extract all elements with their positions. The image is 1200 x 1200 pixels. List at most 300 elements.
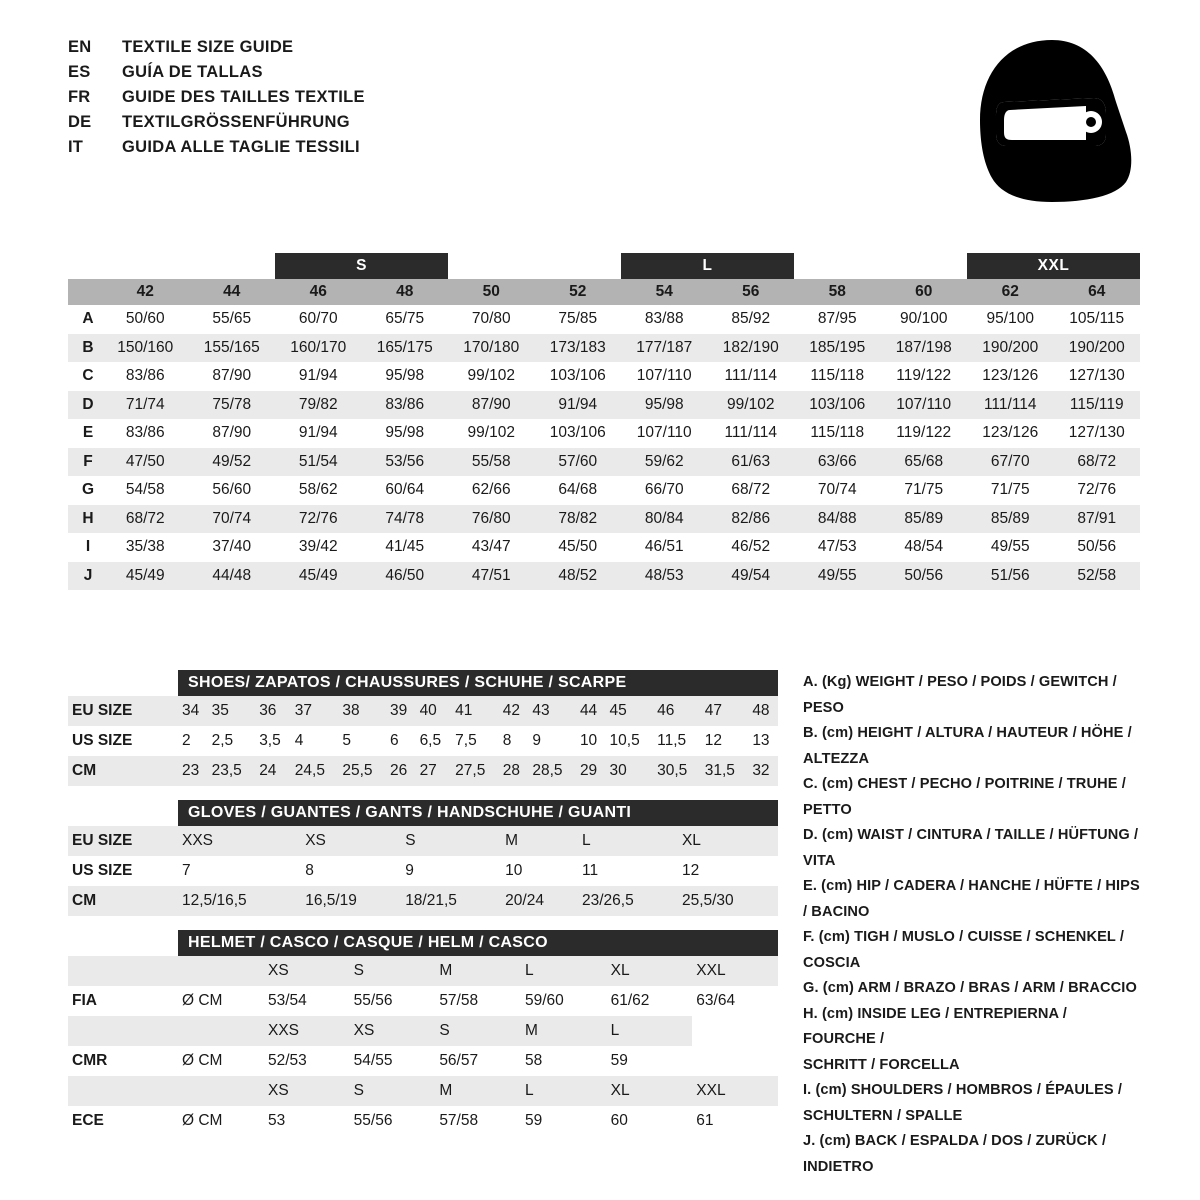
gloves-cell: 20/24: [501, 886, 578, 916]
gloves-cell: 25,5/30: [678, 886, 778, 916]
measure-value: 68/72: [731, 481, 771, 499]
shoes-cell: 44: [576, 696, 606, 726]
measure-value: 85/92: [731, 310, 771, 328]
shoes-cell: 30,5: [653, 756, 701, 786]
gloves-title: GLOVES / GUANTES / GANTS / HANDSCHUHE / GUANTI: [178, 800, 778, 826]
legend-line: D. (cm) WAIST / CINTURA / TAILLE / HÜFTUNG / VITA: [803, 827, 1139, 869]
table-row: [68, 476, 1140, 505]
measure-value: 84/88: [794, 505, 881, 534]
measure-code-e: E: [82, 424, 94, 442]
size-header-corner: [68, 279, 102, 305]
helmet-size-header-row: [68, 1016, 778, 1046]
measure-value: 105/115: [1069, 310, 1125, 328]
measure-value: 87/90: [448, 391, 535, 420]
helmet-value-cell: 59: [610, 1052, 628, 1069]
helmet-unit-spacer: [178, 1016, 264, 1046]
size-header-cell: 46: [275, 279, 362, 305]
measure-value: 95/98: [385, 367, 425, 385]
helmet-section: [68, 930, 778, 1136]
group-spacer: [68, 253, 102, 279]
measure-value: 111/114: [724, 424, 778, 442]
measure-value: 165/175: [362, 334, 449, 363]
measure-value: 47/53: [817, 538, 857, 556]
gloves-section: [68, 800, 778, 916]
shoes-cell: 38: [338, 696, 386, 726]
gloves-cell: 8: [305, 862, 314, 879]
shoes-cell: 3,5: [259, 732, 281, 749]
measure-value: 75/78: [189, 391, 276, 420]
helmet-value-cell: 61/62: [610, 992, 650, 1009]
measure-value: 45/50: [558, 538, 598, 556]
table-row: [68, 886, 778, 916]
measure-value: 49/52: [189, 448, 276, 477]
helmet-size-header-cell: L: [521, 956, 607, 986]
helmet-size-header-cell: S: [350, 1076, 436, 1106]
helmet-size-header-cell: S: [350, 956, 436, 986]
gloves-cell: 9: [405, 862, 414, 879]
measure-value: 63/66: [794, 448, 881, 477]
gloves-cell: XL: [678, 826, 778, 856]
helmet-value-cell: 60: [610, 1112, 628, 1129]
table-row: [68, 756, 778, 786]
measure-value: 119/122: [896, 367, 952, 385]
title-text-it: GUIDA ALLE TAGLIE TESSILI: [122, 138, 360, 156]
measure-value: 173/183: [535, 334, 622, 363]
measure-value: 45/49: [275, 562, 362, 591]
shoes-cell: 23,5: [208, 756, 256, 786]
measure-value: 56/60: [212, 481, 252, 499]
size-header-cell: 42: [102, 279, 189, 305]
helmet-unit-spacer: [178, 1076, 264, 1106]
measure-value: 68/72: [1054, 448, 1141, 477]
helmet-value-cell: 56/57: [439, 1052, 479, 1069]
shoes-row-label: EU SIZE: [68, 696, 178, 726]
helmet-size-header-cell: XL: [607, 1076, 693, 1106]
measure-value: 71/75: [990, 481, 1030, 499]
size-header-cell: 44: [189, 279, 276, 305]
measure-value: 61/63: [708, 448, 795, 477]
shoes-cell: 10,5: [609, 732, 640, 749]
shoes-cell: 6: [389, 732, 399, 749]
measure-value: 51/54: [275, 448, 362, 477]
helmet-size-header-row: [68, 1076, 778, 1106]
measure-value: 66/70: [644, 481, 684, 499]
measure-value: 182/190: [708, 334, 795, 363]
size-header-cell: 60: [881, 279, 968, 305]
measure-value: 60/64: [385, 481, 425, 499]
legend-line: G. (cm) ARM / BRAZO / BRAS / ARM / BRACCIO: [803, 980, 1137, 996]
helmet-unit-cell: Ø CM: [182, 992, 223, 1009]
shoes-cell: 12: [704, 732, 722, 749]
measure-code-a: A: [82, 310, 94, 328]
title-row-es: [68, 63, 365, 88]
table-row: [68, 505, 1140, 534]
measure-value: 85/89: [881, 505, 968, 534]
measure-code-g: G: [81, 481, 95, 499]
helmet-value-cell: 59: [524, 1112, 543, 1129]
helmet-title: HELMET / CASCO / CASQUE / HELM / CASCO: [178, 930, 778, 956]
measure-value: 35/38: [125, 538, 165, 556]
size-group-xl: XL: [794, 253, 967, 279]
helmet-size-header-cell: L: [607, 1016, 693, 1046]
measure-value: 46/51: [644, 538, 684, 556]
helmet-size-header-row: [68, 956, 778, 986]
title-row-it: [68, 138, 365, 163]
shoes-cell: 13: [752, 732, 770, 749]
helmet-header-spacer: [68, 1076, 178, 1106]
size-header-cell: 56: [708, 279, 795, 305]
gloves-cell: 12,5/16,5: [178, 886, 301, 916]
shoes-cell: 34: [178, 696, 208, 726]
size-header-cell: 50: [448, 279, 535, 305]
measure-value: 57/60: [535, 448, 622, 477]
helmet-size-header-cell: XXL: [692, 956, 778, 986]
shoes-cell: 35: [208, 696, 256, 726]
measure-value: 107/110: [636, 424, 692, 442]
gloves-cell: M: [501, 826, 578, 856]
measure-value: 99/102: [467, 367, 515, 385]
measure-value: 90/100: [900, 310, 948, 328]
helmet-value-cell: 61: [696, 1112, 714, 1129]
title-lang-it: IT: [68, 138, 84, 156]
shoes-cell: 41: [451, 696, 499, 726]
title-lang-de: DE: [68, 113, 92, 131]
size-group-l: L: [621, 253, 794, 279]
table-row: [68, 726, 778, 756]
helmet-size-header-cell: XS: [264, 956, 350, 986]
measure-value: 95/100: [986, 310, 1034, 328]
measure-value: 43/47: [471, 538, 511, 556]
helmet-value-cell: 57/58: [439, 1112, 479, 1129]
measure-value: 95/98: [621, 391, 708, 420]
helmet-value-cell: 52/53: [268, 1052, 307, 1069]
table-row: [68, 533, 1140, 562]
measure-code-f: F: [68, 448, 102, 477]
measure-value: 53/56: [362, 448, 449, 477]
size-header-cell: 48: [362, 279, 449, 305]
size-header-cell: 64: [1054, 279, 1141, 305]
measure-value: 50/56: [881, 562, 968, 591]
measure-value: 41/45: [385, 538, 425, 556]
title-lang-fr: FR: [68, 88, 91, 106]
measure-value: 45/49: [102, 562, 189, 591]
measure-value: 160/170: [275, 334, 362, 363]
measure-value: 87/91: [1054, 505, 1141, 534]
title-text-de: TEXTILGRÖSSENFÜHRUNG: [122, 113, 350, 131]
size-group-header-row: [68, 253, 1140, 279]
helmet-size-header-cell: XXL: [692, 1076, 778, 1106]
gloves-cell: XS: [301, 826, 401, 856]
helmet-size-header-cell: XS: [350, 1016, 436, 1046]
table-row: [68, 826, 778, 856]
legend-line: E. (cm) HIP / CADERA / HANCHE / HÜFTE / HIPS / BACINO: [803, 878, 1140, 920]
shoes-cell: 6,5: [419, 732, 442, 749]
table-row: [68, 448, 1140, 477]
helmet-value-cell: 53/54: [268, 992, 307, 1009]
measure-value: 87/90: [212, 367, 252, 385]
measure-value: 185/195: [794, 334, 881, 363]
gloves-cell: 23/26,5: [578, 886, 678, 916]
shoes-cell: 45: [606, 696, 654, 726]
measure-value: 67/70: [967, 448, 1054, 477]
measure-value: 91/94: [298, 424, 338, 442]
shoes-cell: 30: [606, 756, 654, 786]
measure-value: 52/58: [1054, 562, 1141, 591]
measure-value: 83/88: [644, 310, 684, 328]
shoes-cell: 32: [748, 756, 778, 786]
measure-value: 99/102: [708, 391, 795, 420]
shoes-section: [68, 670, 778, 786]
measure-value: 85/89: [967, 505, 1054, 534]
measure-value: 47/51: [448, 562, 535, 591]
measure-value: 50/56: [1077, 538, 1117, 556]
shoes-cell: 31,5: [701, 756, 749, 786]
measure-value: 111/114: [967, 391, 1054, 420]
shoes-cell: 40: [416, 696, 452, 726]
gloves-cell: 16,5/19: [301, 886, 401, 916]
title-row-en: [68, 38, 365, 63]
shoes-cell: 28,5: [528, 756, 576, 786]
measure-value: 91/94: [298, 367, 338, 385]
measure-value: 115/119: [1054, 391, 1141, 420]
helmet-unit-spacer: [178, 956, 264, 986]
helmet-value-cell: 59/60: [524, 992, 564, 1009]
helmet-unit-cell: Ø CM: [182, 1112, 223, 1129]
title-lang-es: ES: [68, 63, 91, 81]
measure-value: 83/86: [125, 367, 165, 385]
helmet-value-cell: 58: [524, 1052, 543, 1069]
measure-value: 72/76: [275, 505, 362, 534]
measure-value: 107/110: [636, 367, 692, 385]
measure-value: 44/48: [189, 562, 276, 591]
helmet-value-cell: 57/58: [439, 992, 479, 1009]
measure-value: 75/85: [558, 310, 598, 328]
measure-value: 49/55: [794, 562, 881, 591]
accessory-tables: [68, 670, 778, 1136]
measure-value: 103/106: [549, 424, 606, 442]
helmet-size-header-cell: XXS: [264, 1016, 350, 1046]
measure-value: 119/122: [896, 424, 952, 442]
helmet-size-header-cell: XL: [607, 956, 693, 986]
gloves-table: [68, 826, 778, 916]
helmet-standard-label: CMR: [72, 1052, 108, 1069]
shoes-cell: 5: [342, 732, 351, 749]
title-block: [68, 38, 365, 163]
legend-line: F. (cm) TIGH / MUSLO / CUISSE / SCHENKEL / COSCIA: [803, 929, 1124, 971]
gloves-cell: S: [401, 826, 501, 856]
helmet-unit-cell: Ø CM: [182, 1052, 223, 1069]
gloves-cell: 12: [681, 862, 700, 879]
size-group-m: M: [448, 253, 621, 279]
table-row: [68, 391, 1140, 420]
helmet-size-header-cell: S: [435, 1016, 521, 1046]
measure-code-h: H: [68, 505, 102, 534]
measure-value: 71/74: [102, 391, 189, 420]
measure-value: 127/130: [1068, 424, 1125, 442]
helmet-header-spacer: [68, 956, 178, 986]
measure-value: 71/75: [904, 481, 944, 499]
textile-size-table: [68, 253, 1140, 590]
measure-value: 60/70: [298, 310, 338, 328]
measure-value: 123/126: [982, 367, 1039, 385]
measure-value: 80/84: [621, 505, 708, 534]
shoes-cell: 48: [748, 696, 778, 726]
size-header-row: [68, 279, 1140, 305]
shoes-cell: 27,5: [451, 756, 499, 786]
measure-value: 48/53: [621, 562, 708, 591]
measure-value: 115/118: [810, 424, 865, 442]
shoes-cell: 46: [653, 696, 701, 726]
measure-value: 78/82: [535, 505, 622, 534]
shoes-cell: 28: [499, 756, 529, 786]
gloves-row-label: US SIZE: [72, 862, 133, 879]
measure-code-d: D: [68, 391, 102, 420]
measure-value: 91/94: [535, 391, 622, 420]
measure-value: 62/66: [471, 481, 511, 499]
title-lang-en: EN: [68, 38, 92, 56]
helmet-value-cell: 53: [268, 1112, 286, 1129]
measure-value: 123/126: [982, 424, 1039, 442]
gloves-row-label: CM: [68, 886, 178, 916]
helmet-value-cell: 54/55: [353, 1052, 393, 1069]
measure-value: 50/60: [125, 310, 165, 328]
measure-value: 55/65: [212, 310, 252, 328]
measure-value: 83/86: [125, 424, 165, 442]
shoes-cell: 27: [416, 756, 452, 786]
racing-helmet-icon: [966, 36, 1138, 212]
measure-value: 87/95: [817, 310, 857, 328]
legend-line: I. (cm) SHOULDERS / HOMBROS / ÉPAULES /: [803, 1082, 1123, 1098]
measure-value: 95/98: [385, 424, 425, 442]
title-row-de: [68, 113, 365, 138]
gloves-cell: 10: [505, 862, 523, 879]
size-header-cell: 52: [535, 279, 622, 305]
measure-value: 115/118: [810, 367, 865, 385]
measure-value: 70/74: [189, 505, 276, 534]
shoes-cell: 9: [532, 732, 541, 749]
measure-value: 74/78: [362, 505, 449, 534]
gloves-cell: 11: [581, 862, 599, 879]
measure-value: 51/56: [967, 562, 1054, 591]
helmet-size-header-cell: M: [435, 956, 521, 986]
shoes-cell: 24: [255, 756, 291, 786]
helmet-size-header-cell: L: [521, 1076, 607, 1106]
shoes-title: SHOES/ ZAPATOS / CHAUSSURES / SCHUHE / SCARPE: [178, 670, 778, 696]
measure-value: 46/50: [362, 562, 449, 591]
shoes-cell: 8: [502, 732, 512, 749]
shoes-cell: 2: [182, 732, 191, 749]
measure-value: 64/68: [558, 481, 598, 499]
helmet-size-header-cell: XS: [264, 1076, 350, 1106]
measure-value: 111/114: [724, 367, 778, 385]
helmet-value-cell: 55/56: [353, 1112, 393, 1129]
shoes-cell: 37: [291, 696, 339, 726]
measure-value: 48/54: [904, 538, 944, 556]
title-text-es: GUÍA DE TALLAS: [122, 63, 263, 81]
shoes-cell: 11,5: [657, 732, 687, 749]
gloves-cell: L: [578, 826, 678, 856]
shoes-cell: 42: [499, 696, 529, 726]
helmet-standard-label: ECE: [72, 1112, 104, 1129]
shoes-row-label: US SIZE: [72, 732, 133, 749]
helmet-header-spacer: [68, 1016, 178, 1046]
legend-line: J. (cm) BACK / ESPALDA / DOS / ZURÜCK / INDIETRO: [803, 1133, 1107, 1175]
size-header-cell: 62: [967, 279, 1054, 305]
measure-value: 68/72: [102, 505, 189, 534]
shoes-cell: 43: [528, 696, 576, 726]
measure-value: 79/82: [275, 391, 362, 420]
table-row: [68, 1106, 778, 1136]
table-row: [68, 856, 778, 886]
shoes-cell: 39: [386, 696, 416, 726]
measure-value: 70/74: [817, 481, 857, 499]
size-group-blank: [102, 253, 275, 279]
helmet-table: [68, 956, 778, 1136]
measure-value: 107/110: [881, 391, 968, 420]
measure-value: 49/54: [708, 562, 795, 591]
table-row: [68, 1046, 778, 1076]
measure-value: 46/52: [731, 538, 771, 556]
table-row: [68, 419, 1140, 448]
table-row: [68, 696, 778, 726]
size-header-cell: 54: [621, 279, 708, 305]
shoes-cell: 2,5: [211, 732, 234, 749]
measure-value: 190/200: [1054, 334, 1141, 363]
shoes-cell: 23: [178, 756, 208, 786]
measure-value: 49/55: [990, 538, 1030, 556]
measure-code-i: I: [85, 538, 91, 556]
measure-code-b: B: [68, 334, 102, 363]
measure-code-c: C: [82, 367, 94, 385]
shoes-cell: 47: [701, 696, 749, 726]
table-row: [68, 986, 778, 1016]
measure-value: 82/86: [708, 505, 795, 534]
shoes-cell: 26: [386, 756, 416, 786]
measure-value: 55/58: [448, 448, 535, 477]
shoes-row-label: CM: [68, 756, 178, 786]
measure-code-j: J: [68, 562, 102, 591]
measure-value: 177/187: [621, 334, 708, 363]
shoes-cell: 36: [255, 696, 291, 726]
measure-value: 99/102: [467, 424, 515, 442]
title-text-fr: GUIDE DES TAILLES TEXTILE: [122, 88, 365, 106]
legend-line: SCHRITT / FORCELLA: [803, 1056, 960, 1073]
shoes-cell: 7,5: [455, 732, 477, 749]
measure-value: 59/62: [621, 448, 708, 477]
title-text-en: TEXTILE SIZE GUIDE: [122, 38, 294, 56]
measure-value: 48/52: [535, 562, 622, 591]
measure-value: 190/200: [967, 334, 1054, 363]
measure-value: 76/80: [448, 505, 535, 534]
size-group-xxl: XXL: [967, 253, 1140, 279]
measure-value: 170/180: [448, 334, 535, 363]
table-row: [68, 334, 1140, 363]
measure-value: 70/80: [471, 310, 511, 328]
measure-value: 47/50: [102, 448, 189, 477]
measure-value: 83/86: [362, 391, 449, 420]
legend-line: C. (cm) CHEST / PECHO / POITRINE / TRUHE / PETTO: [803, 776, 1126, 818]
shoes-cell: 29: [576, 756, 606, 786]
helmet-size-header-cell: M: [435, 1076, 521, 1106]
gloves-cell: XXS: [178, 826, 301, 856]
gloves-row-label: EU SIZE: [68, 826, 178, 856]
measure-value: 127/130: [1068, 367, 1125, 385]
title-row-fr: [68, 88, 365, 113]
shoes-cell: 24,5: [291, 756, 339, 786]
measure-value: 54/58: [125, 481, 165, 499]
legend-line: H. (cm) INSIDE LEG / ENTREPIERNA / FOURCHE /: [803, 1005, 1067, 1047]
shoes-cell: 10: [579, 732, 598, 749]
